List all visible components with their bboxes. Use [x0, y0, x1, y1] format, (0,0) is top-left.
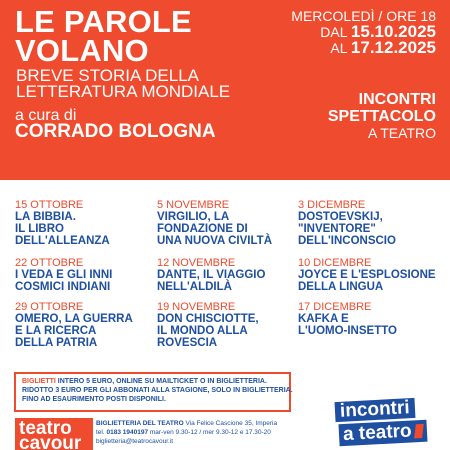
- event-item: [157, 199, 297, 247]
- logo-line-1: teatro: [19, 418, 72, 439]
- event-date: 5 NOVEMBRE: [157, 199, 230, 211]
- date-to: [291, 40, 436, 56]
- box-office-address: Via Felice Cascione 35, Imperia: [185, 420, 278, 427]
- box-office-title: BIGLIETTERIA DEL TEATRO: [96, 420, 184, 427]
- event-title: LA BIBBIA. IL LIBRO DELL'ALLEANZA: [15, 211, 110, 247]
- event-title: I VEDA E GLI INNI COSMICI INDIANI: [15, 269, 113, 293]
- page-title: [15, 4, 192, 68]
- event-date: 3 DICEMBRE: [298, 199, 366, 211]
- tag-line-1: INCONTRI: [358, 91, 436, 108]
- ticket-line-1: [22, 377, 283, 386]
- incontri-a-teatro-badge: [335, 397, 439, 450]
- badge-line-2: [338, 420, 427, 447]
- badge-line-2-text: a teatro: [342, 420, 413, 446]
- event-title: KAFKA E L'UOMO-INSETTO: [298, 313, 397, 337]
- event-item: [15, 301, 155, 349]
- event-date: 10 DICEMBRE: [298, 257, 372, 269]
- event-date: 12 NOVEMBRE: [157, 257, 236, 269]
- tickets-label: BIGLIETTI: [22, 378, 56, 385]
- event-title: VIRGILIO, LA FONDAZIONE DI UNA NUOVA CIVILTÀ: [157, 211, 272, 247]
- opening-hours: mar-ven 9.30-12 / mer 9.30-12 e 17.30-20: [149, 429, 271, 436]
- ticket-full-price: INTERO 5 EURO, ONLINE SU MAILTICKET O IN BIGLIETTERIA.: [57, 378, 267, 385]
- event-item: [298, 199, 438, 247]
- curator-name: CORRADO BOLOGNA: [15, 121, 216, 142]
- curated-by-label: a cura di: [15, 107, 77, 124]
- date-from-value: 15.10.2025: [350, 22, 436, 41]
- subtitle-line-2: LETTERATURA MONDIALE: [16, 82, 231, 101]
- title-line-1: LE PAROLE: [15, 4, 192, 39]
- accent-mark-icon: [414, 424, 424, 439]
- header-banner: [0, 0, 450, 180]
- event-date: 19 NOVEMBRE: [157, 301, 236, 313]
- event-title: DANTE, IL VIAGGIO NELL'ALDILÀ: [157, 269, 266, 293]
- tag-line-3: A TEATRO: [368, 125, 436, 141]
- schedule-block: [291, 8, 436, 56]
- phone-number[interactable]: 0183 1940197: [106, 429, 149, 436]
- ticket-info-box: [14, 372, 291, 412]
- event-date: 29 OTTOBRE: [15, 301, 84, 313]
- teatro-cavour-logo: [15, 418, 93, 450]
- event-item: [298, 257, 438, 293]
- event-item: [157, 301, 297, 349]
- tag-line-2: SPETTACOLO: [327, 108, 436, 125]
- event-title: DON CHISCIOTTE, IL MONDO ALLA ROVESCIA: [157, 313, 259, 349]
- schedule-day-time: MERCOLEDÌ / ORE 18: [291, 8, 436, 24]
- event-title: JOYCE E L'ESPLOSIONE DELLA LINGUA: [298, 269, 436, 293]
- ticket-line-3: FINO AD ESAURIMENTO POSTI DISPONILI.: [22, 396, 166, 403]
- subtitle-line-1: BREVE STORIA DELLA: [16, 66, 199, 85]
- date-to-value: 17.12.2025: [350, 38, 436, 57]
- event-date: 15 OTTOBRE: [15, 199, 84, 211]
- event-title: OMERO, LA GUERRA E LA RICERCA DELLA PATRIA: [15, 313, 133, 349]
- date-from-label: DAL: [320, 24, 348, 40]
- event-date: 17 DICEMBRE: [298, 301, 372, 313]
- ticket-line-2: RIDOTTO 3 EURO PER GLI ABBONATI ALLA STAGIONE, SOLO IN BIGLIETTERIA.: [22, 387, 293, 394]
- event-title: DOSTOEVSKIJ, "INVENTORE" DELL'INCONSCIO: [298, 211, 396, 247]
- title-line-2: VOLANO: [15, 33, 149, 68]
- email-link[interactable]: biglietteria@teatrocavour.it: [96, 438, 174, 445]
- subtitle: [16, 68, 230, 100]
- box-office-line: [96, 419, 326, 428]
- event-type-tag: [328, 91, 436, 142]
- tel-label: tel.: [96, 429, 105, 436]
- event-item: [157, 257, 297, 293]
- logo-line-2: cavour: [19, 433, 82, 450]
- box-office-info: [96, 419, 326, 446]
- event-item: [15, 199, 155, 247]
- event-item: [15, 257, 155, 293]
- phone-line: [96, 428, 326, 437]
- event-date: 22 OTTOBRE: [15, 257, 84, 269]
- event-item: [298, 301, 438, 337]
- date-to-label: AL: [330, 40, 348, 56]
- badge-line-1: incontri: [335, 398, 416, 422]
